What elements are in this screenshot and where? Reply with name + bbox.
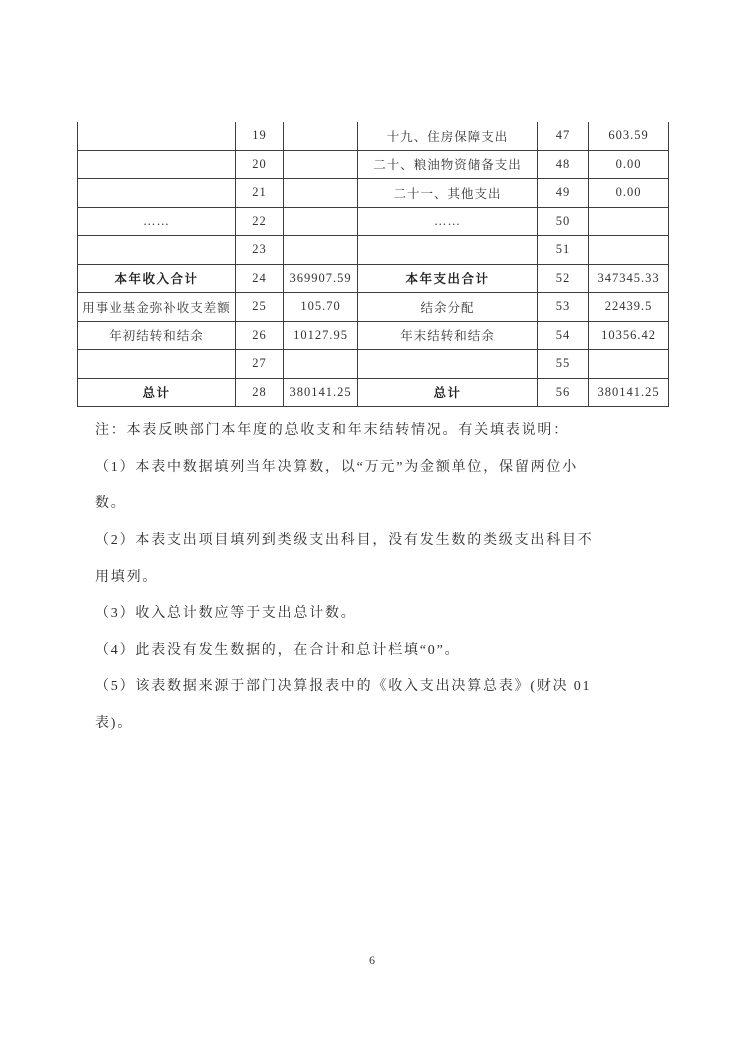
income-item-cell	[78, 236, 236, 265]
expense-item-cell: 十九、住房保障支出	[358, 122, 538, 150]
expense-amount-cell: 0.00	[589, 179, 669, 208]
income-line-no-cell: 20	[236, 150, 284, 179]
expense-item-cell: 年末结转和结余	[358, 321, 538, 350]
income-line-no-cell: 19	[236, 122, 284, 150]
income-item-cell: 总计	[78, 378, 236, 407]
expense-item-cell: 二十、粮油物资储备支出	[358, 150, 538, 179]
income-amount-cell: 105.70	[284, 293, 358, 322]
expense-amount-cell: 0.00	[589, 150, 669, 179]
expense-item-cell	[358, 350, 538, 379]
table-row	[78, 150, 669, 179]
table-row	[78, 293, 669, 322]
expense-amount-cell: 380141.25	[589, 378, 669, 407]
note-line: 注：本表反映部门本年度的总收支和年末结转情况。有关填表说明：	[95, 423, 569, 439]
expense-line-no-cell: 47	[538, 122, 589, 150]
note-line: （4）此表没有发生数据的，在合计和总计栏填“0”。	[95, 642, 461, 658]
table-row-grand-total	[78, 378, 669, 407]
expense-item-cell: 本年支出合计	[358, 264, 538, 293]
income-amount-cell	[284, 122, 358, 150]
income-line-no-cell: 24	[236, 264, 284, 293]
income-line-no-cell: 22	[236, 207, 284, 236]
income-item-cell	[78, 350, 236, 379]
expense-amount-cell: 347345.33	[589, 264, 669, 293]
table-notes	[95, 411, 671, 740]
income-item-cell	[78, 150, 236, 179]
expense-amount-cell: 22439.5	[589, 293, 669, 322]
income-amount-cell: 369907.59	[284, 264, 358, 293]
income-amount-cell	[284, 350, 358, 379]
income-line-no-cell: 27	[236, 350, 284, 379]
expense-item-cell: ……	[358, 207, 538, 236]
income-amount-cell: 10127.95	[284, 321, 358, 350]
income-item-cell: 本年收入合计	[78, 264, 236, 293]
income-item-cell	[78, 122, 236, 150]
expense-amount-cell	[589, 350, 669, 379]
table-row-income-total	[78, 264, 669, 293]
income-amount-cell: 380141.25	[284, 378, 358, 407]
expense-line-no-cell: 51	[538, 236, 589, 265]
expense-amount-cell	[589, 236, 669, 265]
expense-item-cell: 结余分配	[358, 293, 538, 322]
income-item-cell	[78, 179, 236, 208]
income-item-cell: 年初结转和结余	[78, 321, 236, 350]
expense-line-no-cell: 49	[538, 179, 589, 208]
income-amount-cell	[284, 236, 358, 265]
income-expense-summary-table	[77, 122, 669, 407]
income-amount-cell	[284, 207, 358, 236]
note-line: （2）本表支出项目填列到类级支出科目，没有发生数的类级支出科目不	[95, 533, 594, 549]
income-line-no-cell: 26	[236, 321, 284, 350]
expense-item-cell: 总计	[358, 378, 538, 407]
expense-line-no-cell: 54	[538, 321, 589, 350]
expense-line-no-cell: 55	[538, 350, 589, 379]
note-line: （5）该表数据来源于部门决算报表中的《收入支出决算总表》(财决 01	[95, 679, 592, 695]
table-row	[78, 350, 669, 379]
expense-line-no-cell: 56	[538, 378, 589, 407]
note-line: 数。	[95, 496, 127, 512]
expense-line-no-cell: 52	[538, 264, 589, 293]
expense-amount-cell: 10356.42	[589, 321, 669, 350]
income-line-no-cell: 23	[236, 236, 284, 265]
table-row	[78, 207, 669, 236]
income-line-no-cell: 21	[236, 179, 284, 208]
expense-line-no-cell: 48	[538, 150, 589, 179]
expense-line-no-cell: 53	[538, 293, 589, 322]
income-amount-cell	[284, 150, 358, 179]
table-row	[78, 179, 669, 208]
page-number: 6	[369, 953, 375, 967]
expense-amount-cell	[589, 207, 669, 236]
note-line: 表)。	[95, 716, 134, 732]
expense-item-cell	[358, 236, 538, 265]
note-line: 用填列。	[95, 569, 159, 585]
table-row	[78, 236, 669, 265]
income-amount-cell	[284, 179, 358, 208]
table-row	[78, 321, 669, 350]
note-line: （3）收入总计数应等于支出总计数。	[95, 606, 357, 622]
note-line: （1）本表中数据填列当年决算数，以“万元”为金额单位，保留两位小	[95, 459, 579, 475]
income-item-cell: 用事业基金弥补收支差额	[78, 293, 236, 322]
income-line-no-cell: 28	[236, 378, 284, 407]
table-row	[78, 122, 669, 150]
income-line-no-cell: 25	[236, 293, 284, 322]
income-item-cell: ……	[78, 207, 236, 236]
expense-line-no-cell: 50	[538, 207, 589, 236]
expense-amount-cell: 603.59	[589, 122, 669, 150]
expense-item-cell: 二十一、其他支出	[358, 179, 538, 208]
